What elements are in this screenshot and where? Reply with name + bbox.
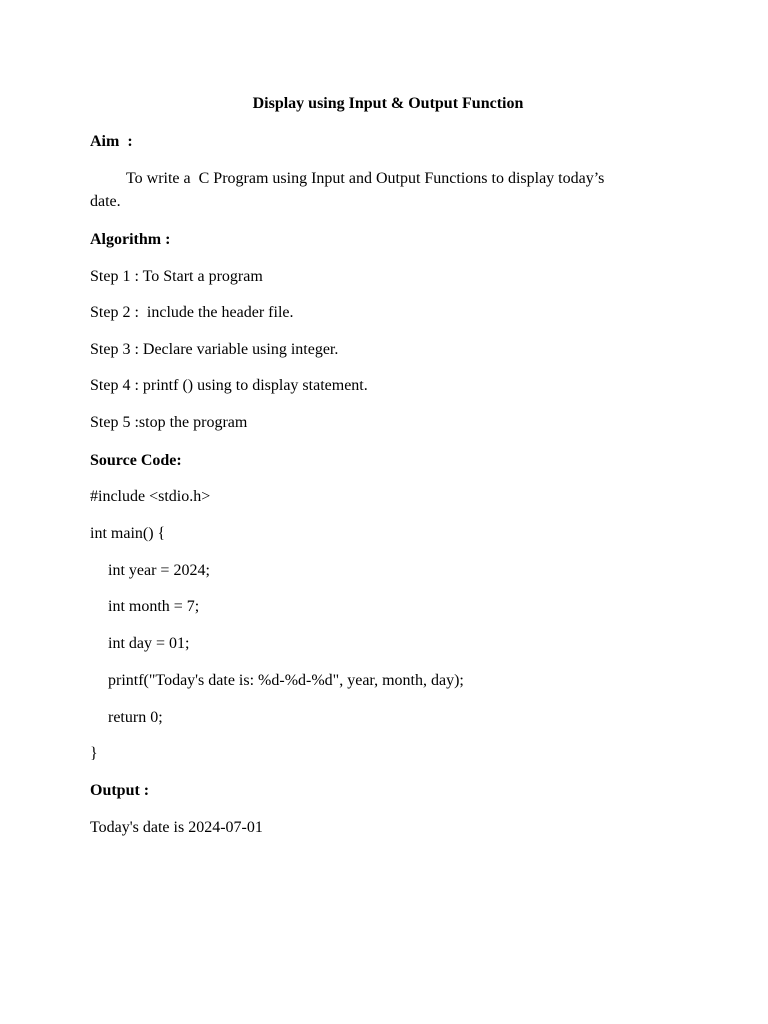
algorithm-step: Step 4 : printf () using to display statement. (90, 377, 368, 394)
code-line: return 0; (108, 709, 163, 726)
algorithm-step: Step 3 : Declare variable using integer. (90, 341, 339, 358)
algorithm-heading: Algorithm : (90, 231, 171, 248)
source-code-heading: Source Code: (90, 452, 182, 469)
output-heading: Output : (90, 782, 150, 799)
aim-heading: Aim : (90, 133, 133, 150)
code-line: int day = 01; (108, 635, 190, 652)
code-line: int main() { (90, 525, 166, 542)
output-text: Today's date is 2024-07-01 (90, 819, 263, 836)
algorithm-step: Step 5 :stop the program (90, 414, 248, 431)
aim-text-line-2: date. (90, 193, 121, 210)
code-line: int year = 2024; (108, 562, 210, 579)
code-line: } (90, 745, 98, 762)
algorithm-step: Step 2 : include the header file. (90, 304, 294, 321)
page-title: Display using Input & Output Function (252, 95, 524, 112)
aim-text-line-1: To write a C Program using Input and Output Functions to display today’s (126, 170, 605, 187)
code-line: printf("Today's date is: %d-%d-%d", year, month, day); (108, 672, 464, 689)
algorithm-step: Step 1 : To Start a program (90, 268, 263, 285)
code-line: #include <stdio.h> (90, 488, 211, 505)
code-line: int month = 7; (108, 598, 200, 615)
